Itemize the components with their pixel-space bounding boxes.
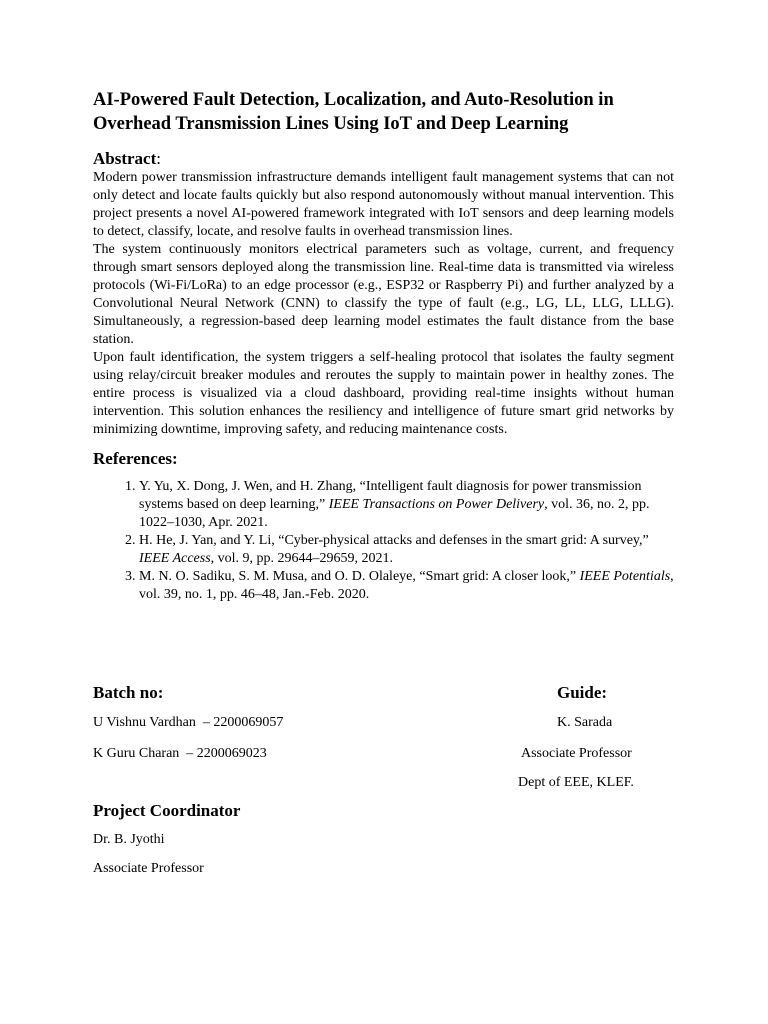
- coordinator-heading: Project Coordinator: [93, 801, 241, 820]
- reference-journal: IEEE Potentials: [579, 569, 671, 584]
- references-list: [93, 478, 674, 604]
- abstract-heading-colon: :: [156, 149, 161, 168]
- coordinator-name: Dr. B. Jyothi: [93, 832, 165, 847]
- reference-journal: IEEE Transactions on Power Delivery: [328, 497, 545, 512]
- reference-details: , vol. 39, no. 1, pp. 46–48, Jan.-Feb. 2020.: [139, 569, 674, 602]
- abstract-paragraph-2: The system continuously monitors electrical parameters such as voltage, current, and frequency through smart sensors deployed along the transmission line. Real-time data is transmitted via wireless protocols (Wi-Fi/LoRa) to an edge processor (e.g., ESP32 or Raspberry Pi) and further analyzed by a Convolutional Neural Network (CNN) to classify the type of fault (e.g., LG, LL, LLG, LLLG). Simultaneously, a regression-based deep learning model estimates the fault distance from the base station.: [93, 242, 674, 347]
- batch-member-1: U Vishnu Vardhan – 2200069057: [93, 715, 284, 730]
- document-title: AI-Powered Fault Detection, Localization, and Auto-Resolution in Overhead Transmission Lines Using IoT and Deep Learning: [93, 90, 614, 134]
- document-body: [93, 88, 674, 604]
- reference-journal: IEEE Access: [139, 551, 211, 566]
- guide-name: K. Sarada: [557, 715, 613, 730]
- reference-authors-title: M. N. O. Sadiku, S. M. Musa, and O. D. Olaleye, “Smart grid: A closer look,”: [139, 569, 580, 584]
- reference-item: [139, 478, 674, 532]
- abstract-paragraph-1: Modern power transmission infrastructure demands intelligent fault management systems that can not only detect and locate faults quickly but also respond autonomously without manual intervention. This project presents a novel AI-powered framework integrated with IoT sensors and deep learning models to detect, classify, locate, and resolve faults in overhead transmission lines.: [93, 170, 674, 239]
- reference-authors-title: H. He, J. Yan, and Y. Li, “Cyber-physical attacks and defenses in the smart grid: A survey,”: [139, 533, 649, 548]
- reference-authors-title: Y. Yu, X. Dong, J. Wen, and H. Zhang, “Intelligent fault diagnosis for power transmission systems based on deep learning,”: [139, 479, 642, 512]
- references-heading: References:: [93, 449, 178, 468]
- coordinator-designation: Associate Professor: [93, 861, 204, 876]
- guide-department: Dept of EEE, KLEF.: [518, 775, 634, 790]
- abstract-heading-label: Abstract: [93, 149, 157, 168]
- guide-heading: Guide:: [557, 683, 608, 702]
- batch-heading: Batch no:: [93, 683, 164, 702]
- reference-details: , vol. 9, pp. 29644–29659, 2021.: [210, 551, 394, 566]
- reference-item: [139, 568, 674, 604]
- batch-member-2: K Guru Charan – 2200069023: [93, 746, 267, 761]
- guide-designation: Associate Professor: [521, 746, 632, 761]
- reference-details: , vol. 36, no. 2, pp. 1022–1030, Apr. 2021.: [139, 497, 650, 530]
- reference-item: [139, 532, 674, 568]
- abstract-heading: [93, 149, 674, 169]
- abstract-paragraph-3: Upon fault identification, the system triggers a self-healing protocol that isolates the faulty segment using relay/circuit breaker modules and reroutes the supply to maintain power in healthy zones. The entire process is visualized via a cloud dashboard, providing real-time insights without human intervention. This solution enhances the resiliency and intelligence of future smart grid networks by minimizing downtime, improving safety, and reducing maintenance costs.: [93, 350, 674, 437]
